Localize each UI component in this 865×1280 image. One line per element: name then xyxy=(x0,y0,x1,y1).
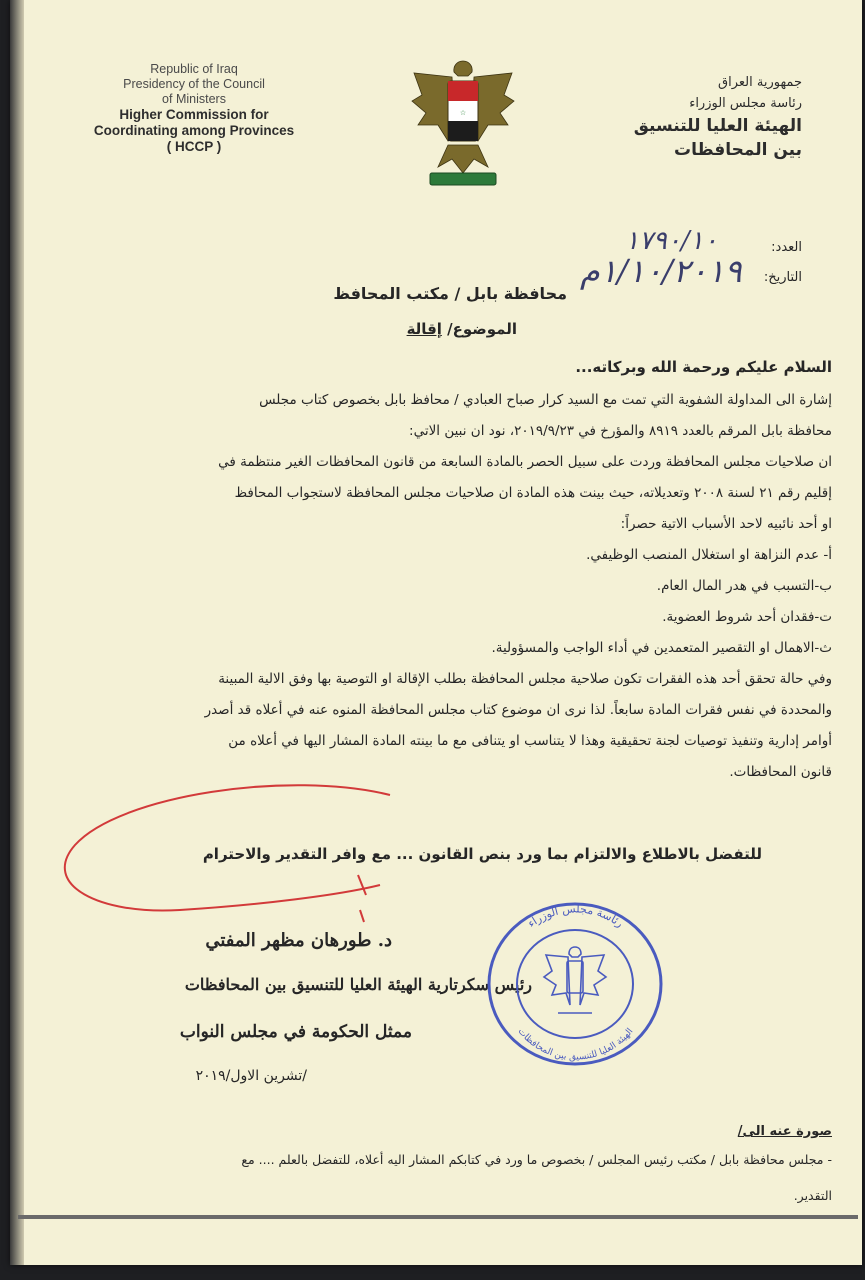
date-value: ١/١٠/٢٠١٩م xyxy=(580,252,742,290)
body-line: قانون المحافظات. xyxy=(729,764,832,780)
number-label: العدد: xyxy=(771,240,802,255)
body-intro xyxy=(32,385,832,788)
header-en-line6 xyxy=(64,139,324,155)
body-line: محافظة بابل المرقم بالعدد ٨٩١٩ والمؤرخ في ٢٠١٩/٩/٢٣، نود ان نبين الاتي: xyxy=(409,423,832,439)
list-item: ث-الاهمال او التقصير المتعمدين في أداء الواجب والمسؤولية. xyxy=(491,640,832,656)
signatory-title2: ممثل الحكومة في مجلس النواب xyxy=(179,1022,412,1042)
stamp-text-top xyxy=(525,902,626,930)
body-line: ان صلاحيات مجلس المحافظة وردت على سبيل الحصر بالمادة السابعة من قانون المحافظات الغير منتظمة في xyxy=(218,454,832,470)
body-line: إقليم رقم ٢١ لسنة ٢٠٠٨ وتعديلاته، حيث بينت هذه المادة ان صلاحيات مجلس المحافظة لاستجواب المحافظ xyxy=(234,485,832,501)
body-line: والمحددة في نفس فقرات المادة سابعاً. لذا نرى ان موضوع كتاب مجلس المحافظة المنوه عنه في أعلاه قد أصدر xyxy=(204,702,832,718)
date-label: التاريخ: xyxy=(763,270,802,285)
number-value: ١٧٩٠/١٠ xyxy=(625,226,718,256)
header-en-line6-text: ( HCCP ) xyxy=(166,139,222,154)
closing-line: للتفضل بالاطلاع والالتزام بما ورد بنص القانون ... مع وافر التقدير والاحترام xyxy=(202,845,762,863)
footer-rule xyxy=(18,1215,858,1219)
subject-value: إقالة xyxy=(406,320,442,338)
header-en-line1: Republic of Iraq xyxy=(150,62,238,76)
svg-text:☆: ☆ xyxy=(459,109,467,117)
list-item: ت-فقدان أحد شروط العضوية. xyxy=(662,609,832,625)
header-ar-line4: بين المحافظات xyxy=(674,140,802,160)
signatory-title1: رئيس سكرتارية الهيئة العليا للتنسيق بين المحافظات xyxy=(184,975,532,994)
body-line: أوامر إدارية وتنفيذ توصيات لجنة تحقيقية وهذا لا يتناسب او يتنافى مع ما بينته المادة المشار اليها في أعلاه من xyxy=(228,733,832,749)
document-page xyxy=(10,0,862,1265)
cc-line2: التقدير. xyxy=(793,1188,832,1203)
list-item: ب-التسبب في هدر المال العام. xyxy=(656,578,832,594)
body-line: او أحد نائبيه لاحد الأسباب الاتية حصراً: xyxy=(620,516,832,532)
stamp-text-top-path: رئاسة مجلس الوزراء xyxy=(525,902,626,931)
stamp-text-bottom xyxy=(516,1027,636,1063)
signatory-name: د. طورهان مظهر المفتي xyxy=(205,930,392,951)
body-line: وفي حالة تحقق أحد هذه الفقرات تكون صلاحية مجلس المحافظة بطلب الإقالة او التوصية بها وفق الالية المبينة xyxy=(218,671,832,687)
header-en-line2: Presidency of the Council xyxy=(123,77,265,91)
greeting: السلام عليكم ورحمة الله وبركاته... xyxy=(575,358,832,376)
header-arabic xyxy=(634,72,802,162)
cc-label: صورة عنه الى/ xyxy=(737,1124,832,1139)
header-en-line3: of Ministers xyxy=(162,92,226,106)
cc-line1: - مجلس محافظة بابل / مكتب رئيس المجلس / بخصوص ما ورد في كتابكم المشار اليه أعلاه، للتفضل بالعلم .... مع xyxy=(241,1152,832,1167)
subject xyxy=(407,320,517,338)
stamp-text-bottom-path: الهيئة العليا للتنسيق بين المحافظات xyxy=(515,1026,636,1063)
page-edge-shadow xyxy=(10,0,24,1265)
signature-date: /تشرين الاول/٢٠١٩ xyxy=(195,1068,307,1084)
header-en-line4 xyxy=(64,107,324,123)
header-en-line4-text: Higher Commission for xyxy=(119,107,269,122)
header-ar-line1: جمهورية العراق xyxy=(718,75,802,90)
header-english xyxy=(64,62,324,155)
eagle-stamp-icon xyxy=(544,947,606,1013)
header-ar-line3: الهيئة العليا للتنسيق xyxy=(633,116,802,136)
subject-label: الموضوع/ xyxy=(447,320,517,338)
official-stamp xyxy=(478,895,673,1073)
header-ar-line2: رئاسة مجلس الوزراء xyxy=(689,96,802,111)
header-en-line5-text: Coordinating among Provinces xyxy=(93,123,295,138)
header-en-line5 xyxy=(64,123,324,139)
list-item: أ- عدم النزاهة او استغلال المنصب الوظيفي. xyxy=(586,547,832,563)
red-pen-annotation xyxy=(40,775,400,935)
body-line: إشارة الى المداولة الشفوية التي تمت مع السيد كرار صباح العبادي / محافظ بابل بخصوص كتاب مجلس xyxy=(259,392,832,408)
iraq-eagle-emblem-icon xyxy=(408,55,518,190)
addressee: محافظة بابل / مكتب المحافظ xyxy=(333,284,567,303)
